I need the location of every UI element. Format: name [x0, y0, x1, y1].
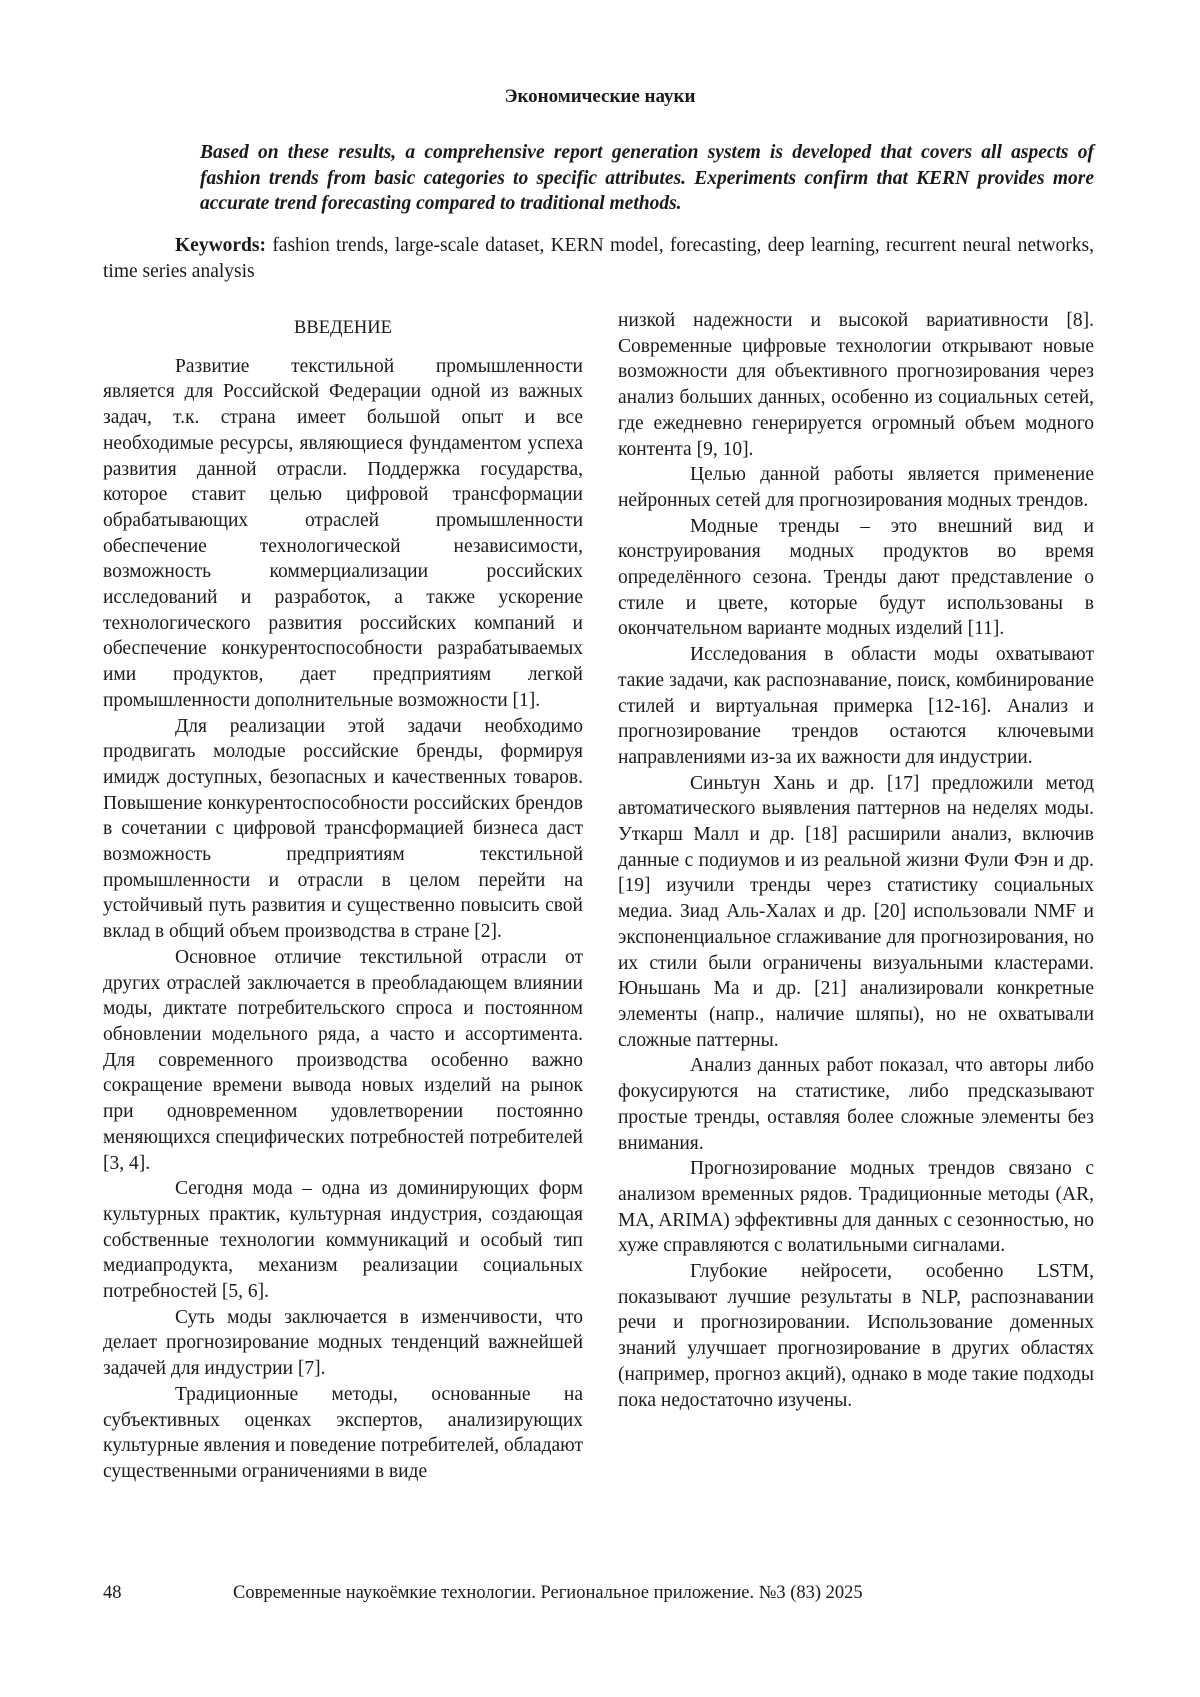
- right-column: [618, 308, 1094, 1413]
- abstract-text: Based on these results, a comprehensive report generation system is developed that covers all aspects of fashion trends from basic categories to specific attributes. Experiments confirm that KERN provides more accurate trend forecasting compared to traditional methods.: [200, 142, 1094, 214]
- left-column: [103, 310, 583, 1485]
- paragraph-continuation: низкой надежности и высокой вариативности [8]. Современные цифровые технологии открывают новые возможности для объективного прогнозирования через анализ больших данных, особенно из социальных сетей, где ежедневно генерируется огромный объем модного контента [9, 10].: [618, 310, 1094, 460]
- paragraph: Анализ данных работ показал, что авторы либо фокусируются на статистике, либо предсказывают простые тренды, оставляя более сложные элементы без внимания.: [618, 1055, 1094, 1154]
- keywords-label: Keywords:: [175, 235, 266, 256]
- paragraph: Целью данной работы является применение нейронных сетей для прогнозирования модных трендов.: [618, 464, 1094, 511]
- paragraph: Для реализации этой задачи необходимо продвигать молодые российские бренды, формируя имидж доступных, безопасных и качественных товаров. Повышение конкурентоспособности российских брендов в сочетании с цифровой трансформацией бизнеса даст возможность предприятиям текстильной промышленности и отрасли в целом перейти на устойчивый путь развития и существенно повысить свой вклад в общий объем производства в стране [2].: [103, 715, 583, 943]
- section-header: Экономические науки: [504, 86, 696, 107]
- paragraph: Прогнозирование модных трендов связано с анализом временных рядов. Традиционные методы (AR, MA, ARIMA) эффективны для данных с сезонностью, но хуже справляются с волатильными сигналами.: [618, 1158, 1094, 1257]
- paragraph: Синьтун Хань и др. [17] предложили метод автоматического выявления паттернов на неделях моды. Уткарш Малл и др. [18] расширили анализ, включив данные с подиумов и из реальной жизни Фули Фэн и др. [19] изучили тренды через статистику социальных медиа. Зиад Аль-Халах и др. [20] использовали NMF и экспоненциальное сглаживание для прогнозирования, но их стили были ограничены визуальными кластерами. Юньшань Ма и др. [21] анализировали конкретные элементы (напр., наличие шляпы), но не охватывали сложные паттерны.: [618, 772, 1094, 1051]
- paragraph: Модные тренды – это внешний вид и конструирования модных продуктов во время определённого сезона. Тренды дают представление о стиле и цвете, которые будут использованы в окончательном варианте модных изделий [11].: [618, 515, 1094, 640]
- section-title-introduction: ВВЕДЕНИЕ: [294, 318, 392, 338]
- paragraph: Суть моды заключается в изменчивости, что делает прогнозирование модных тенденций важнейшей задачей для индустрии [7].: [103, 1306, 583, 1380]
- paragraph: Сегодня мода – одна из доминирующих форм культурных практик, культурная индустрия, создающая собственные технологии коммуникаций и особый тип медиапродукта, механизм реализации социальных потребностей [5, 6].: [103, 1178, 583, 1303]
- paragraph: Основное отличие текстильной отрасли от других отраслей заключается в преобладающем влиянии моды, диктате потребительского спроса и постоянном обновлении модельного ряда, а часто и ассортимента. Для современного производства особенно важно сокращение времени вывода новых изделий на рынок при одновременном удовлетворении постоянно меняющихся специфических потребностей потребителей [3, 4].: [103, 946, 583, 1174]
- paragraph: Традиционные методы, основанные на субъективных оценках экспертов, анализирующих культурные явления и поведение потребителей, обладают существенными ограничениями в виде: [103, 1383, 583, 1482]
- keywords: [103, 233, 1094, 284]
- journal-title: Современные наукоёмкие технологии. Региональное приложение. №3 (83) 2025: [233, 1583, 863, 1603]
- paragraph: Развитие текстильной промышленности является для Российской Федерации одной из важных задач, т.к. страна имеет большой опыт и все необходимые ресурсы, являющиеся фундаментом успеха развития данной отрасли. Поддержка государства, которое ставит целью цифровой трансформации обрабатывающих отраслей промышленности обеспечение технологической независимости, возможность коммерциализации российских исследований и разработок, а также ускорение технологического развития российских компаний и обеспечение конкурентоспособности разрабатываемых ими продуктов, дает предприятиям легкой промышленности дополнительные возможности [1].: [103, 355, 583, 711]
- keywords-text: fashion trends, large-scale dataset, KERN model, forecasting, deep learning, recurrent neural networks, time series analysis: [103, 235, 1094, 282]
- page-number: 48: [103, 1583, 122, 1603]
- paragraph: Исследования в области моды охватывают такие задачи, как распознавание, поиск, комбинирование стилей и виртуальная примерка [12-16]. Анализ и прогнозирование трендов остаются ключевыми направлениями из-за их важности для индустрии.: [618, 644, 1094, 768]
- paragraph: Глубокие нейросети, особенно LSTM, показывают лучшие результаты в NLP, распознавании речи и прогнозировании. Использование доменных знаний улучшает прогнозирование в других областях (например, прогноз акций), однако в моде такие подходы пока недостаточно изучены.: [618, 1261, 1094, 1411]
